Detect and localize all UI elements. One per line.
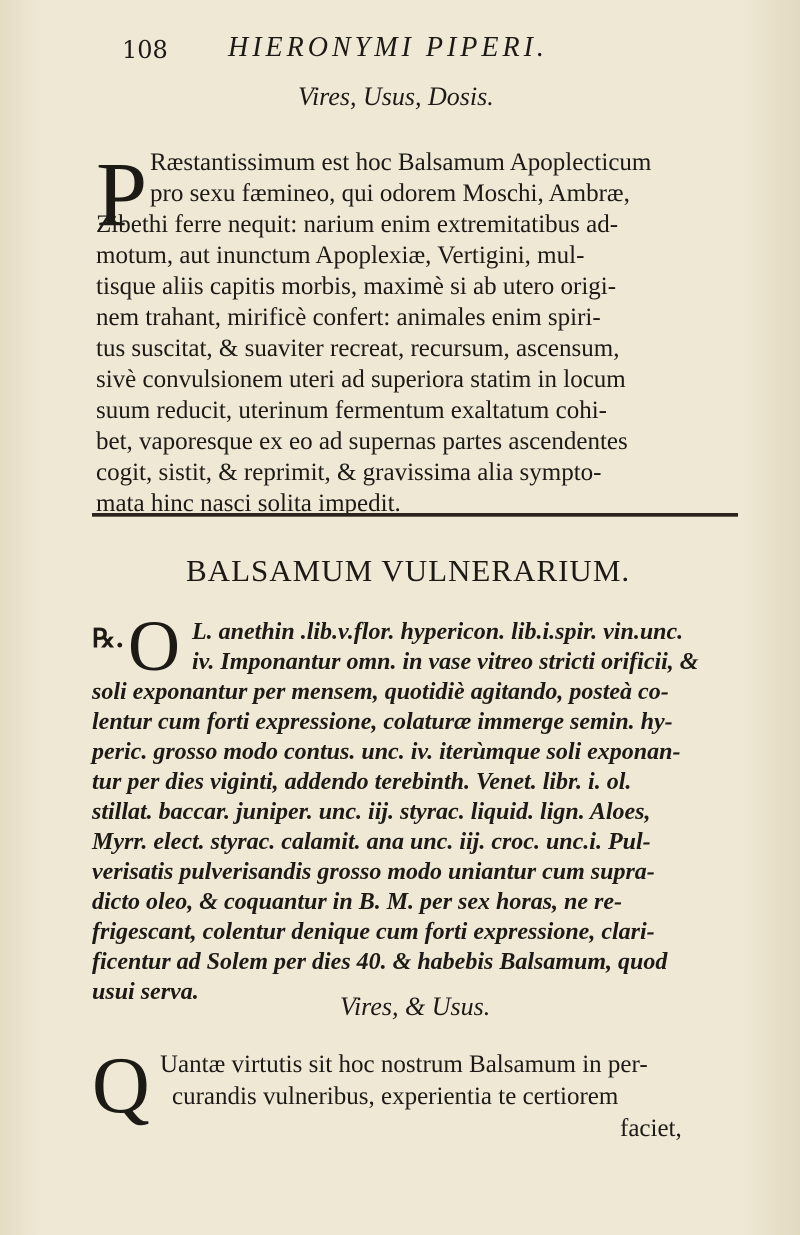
page-header bbox=[118, 30, 738, 70]
text-line: iv. Imponantur omn. in vase vitreo stricti orificii, & bbox=[192, 649, 699, 675]
text-line: mata hinc nasci solita impedit. bbox=[96, 490, 401, 517]
recipe-symbol-icon: ℞. bbox=[92, 624, 125, 654]
subheading-vires-usus: Vires, & Usus. bbox=[340, 992, 491, 1021]
text-line: Myrr. elect. styrac. calamit. ana unc. iij. croc. unc.i. Pul- bbox=[92, 829, 651, 855]
text-line: frigescant, colentur denique cum forti expressione, clari- bbox=[92, 919, 655, 945]
text-line: Zibethi ferre nequit: narium enim extremitatibus ad- bbox=[96, 211, 619, 238]
text-line: pro sexu fæmineo, qui odorem Moschi, Ambræ, bbox=[150, 180, 630, 207]
text-line: motum, aut inunctum Apoplexiæ, Vertigini, mul- bbox=[96, 242, 585, 269]
text-line: stillat. baccar. juniper. unc. iij. styrac. liquid. lign. Aloes, bbox=[92, 799, 651, 825]
text-line: tur per dies viginti, addendo terebinth. Venet. libr. i. ol. bbox=[92, 769, 632, 795]
text-line: suum reducit, uterinum fermentum exaltatum cohi- bbox=[96, 397, 607, 424]
running-title: HIERONYMI PIPERI. bbox=[228, 32, 548, 63]
text-line: Ræstantissimum est hoc Balsamum Apoplecticum bbox=[150, 149, 652, 176]
text-line: faciet, bbox=[620, 1115, 682, 1142]
text-line: soli exponantur per mensem, quotidiè agitando, posteà co- bbox=[92, 679, 669, 705]
text-line: dicto oleo, & coquantur in B. M. per sex horas, ne re- bbox=[92, 889, 623, 915]
drop-cap: P bbox=[96, 143, 148, 245]
text-line: cogit, sistit, & reprimit, & gravissima alia sympto- bbox=[96, 459, 602, 486]
drop-cap: Q bbox=[92, 1042, 150, 1130]
text-line: lentur cum forti expressione, colaturæ immerge semin. hy- bbox=[92, 709, 673, 735]
text-line: Uantæ virtutis sit hoc nostrum Balsamum in per- bbox=[160, 1051, 648, 1078]
text-line: nem trahant, mirificè confert: animales enim spiri- bbox=[96, 304, 601, 331]
text-line: tisque aliis capitis morbis, maximè si ab utero origi- bbox=[96, 273, 617, 300]
text-line: verisatis pulverisandis grosso modo uniantur cum supra- bbox=[92, 859, 655, 885]
text-line: curandis vulneribus, experientia te certiorem bbox=[172, 1083, 619, 1110]
text-line: ficentur ad Solem per dies 40. & habebis Balsamum, quod bbox=[92, 949, 668, 975]
text-line: peric. grosso modo contus. unc. iv. iterùmque soli exponan- bbox=[92, 739, 681, 765]
section-title: BALSAMUM VULNERARIUM. bbox=[186, 553, 631, 588]
text-line: usui serva. bbox=[92, 979, 199, 1005]
text-line: bet, vaporesque ex eo ad supernas partes ascendentes bbox=[96, 428, 628, 455]
text-line: sivè convulsionem uteri ad superiora statim in locum bbox=[96, 366, 626, 393]
drop-cap: O bbox=[128, 606, 180, 686]
text-line: tus suscitat, & suaviter recreat, recursum, ascensum, bbox=[96, 335, 620, 362]
subheading-vires-usus-dosis: Vires, Usus, Dosis. bbox=[298, 82, 494, 111]
text-line: L. anethin .lib.v.flor. hypericon. lib.i.spir. vin.unc. bbox=[192, 619, 684, 645]
section-divider-rule bbox=[92, 513, 738, 517]
page-number: 108 bbox=[122, 36, 168, 64]
